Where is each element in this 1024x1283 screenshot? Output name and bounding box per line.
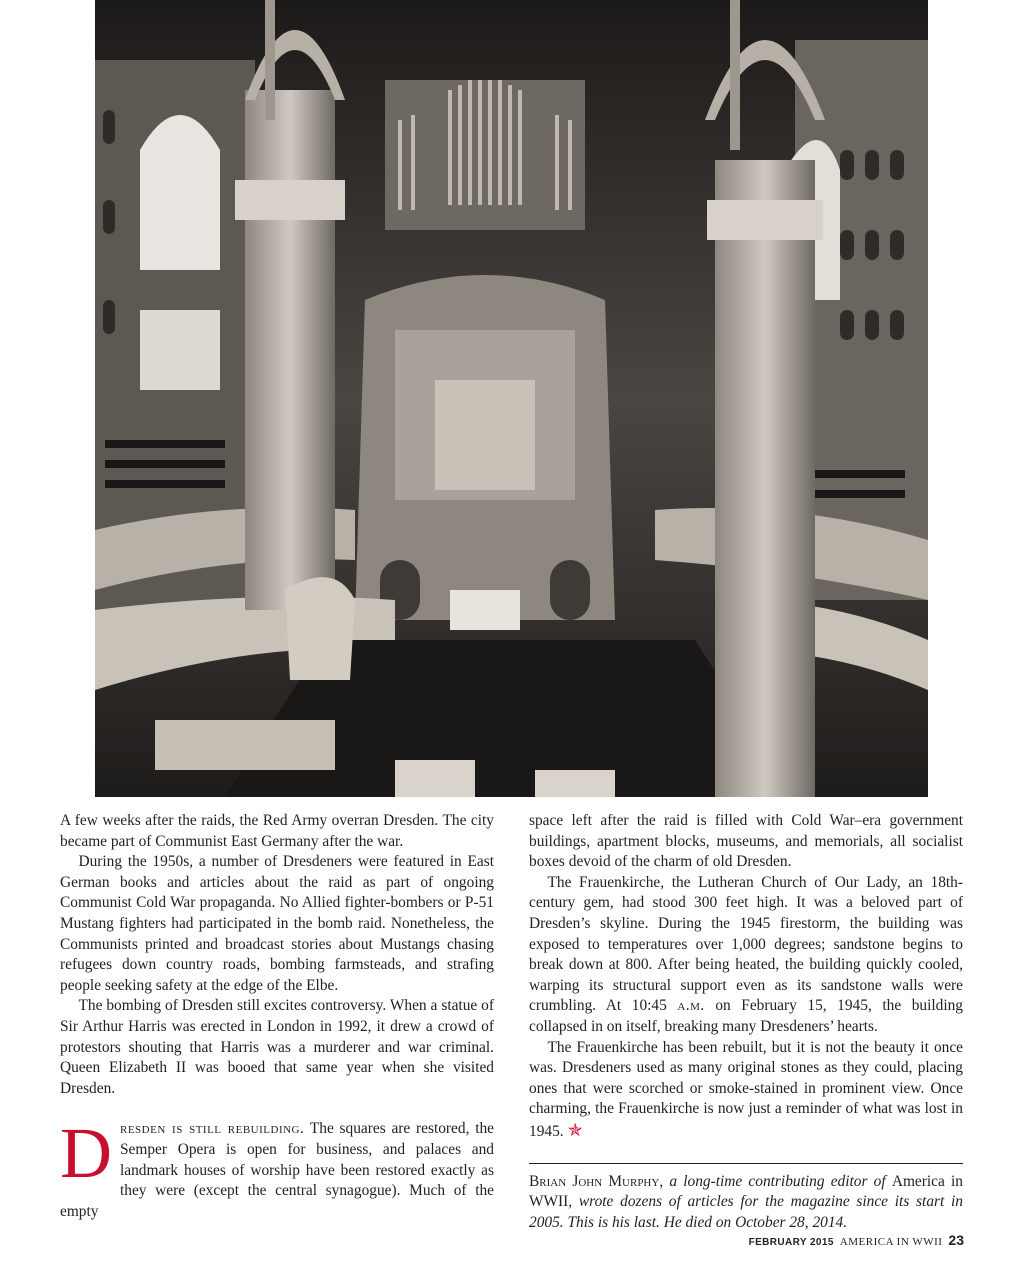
- paragraph-text: The squares are restored, the Semper Opera is open for business, and palaces and landmark houses of worship have been restored exactly as they were (except the central synagogue). Much of the empty: [60, 1120, 494, 1220]
- issue-date: FEBRUARY 2015: [748, 1237, 834, 1248]
- bio-divider: [529, 1163, 963, 1164]
- bio-text: a long-time contributing editor of: [663, 1172, 892, 1190]
- paragraph: A few weeks after the raids, the Red Army overran Dresden. The city became part of Communist East Germany after the war.: [60, 812, 494, 850]
- author-name: Brian John Murphy,: [529, 1172, 664, 1190]
- bio-text: wrote dozens of articles for the magazine since its start in 2005. This is his last. He died on October 28, 2014.: [529, 1193, 963, 1231]
- author-bio: [529, 1172, 963, 1234]
- paragraph: During the 1950s, a number of Dresdeners were featured in East German books and articles about the raid as part of ongoing Communist Cold War propaganda. No Allied fighter-bombers or P-51 Mustang fighters had participated in the bomb raid. Nonetheless, the Communists printed and broadcast stories about Mustangs chasing refugees down country roads, bombing farmsteads, and strafing people seeking safety at the edge of the Elbe.: [60, 853, 494, 994]
- right-text-column: [529, 811, 963, 1233]
- paragraph: [529, 873, 963, 1038]
- end-star-icon: ✯: [567, 1119, 583, 1140]
- section-opening-paragraph: [60, 1113, 494, 1222]
- page-number: 23: [948, 1232, 964, 1248]
- magazine-title: AMERICA IN WWII: [839, 1236, 943, 1248]
- paragraph-text: on February 15, 1945, the building collapsed in on itself, breaking many Dresdeners’ hearts.: [529, 997, 963, 1035]
- church-interior-photo: [95, 0, 928, 797]
- time-suffix: a.m.: [677, 997, 705, 1015]
- church-interior-illustration: [95, 0, 928, 797]
- paragraph-text: The Frauenkirche has been rebuilt, but it is not the beauty it once was. Dresdeners used as many original stones as they could, placing ones that were scorched or smoke-stained in prominent view. Once charming, the Frauenkirche is now just a reminder of what was lost in 1945.: [529, 1038, 963, 1140]
- page-footer: [749, 1232, 964, 1248]
- paragraph: space left after the raid is filled with Cold War–era government buildings, apartment blocks, museums, and memorials, all socialist boxes devoid of the charm of old Dresden.: [529, 812, 963, 871]
- paragraph-text: The Frauenkirche, the Lutheran Church of Our Lady, an 18th-century gem, had stood 300 feet high. It was a beloved part of Dresden’s skyline. During the 1945 firestorm, the building was exposed to temperatures over 1,000 degrees; sandstone begins to break down at 800. After being heated, the building quickly cooled, warping its structural support even as its sandstone walls were crumbling. At 10:45: [529, 873, 963, 1015]
- paragraph: The bombing of Dresden still excites controversy. When a statue of Sir Arthur Harris was erected in London in 1992, it drew a crowd of protestors shouting that Harris was a murderer and war criminal. Queen Elizabeth II was booed that same year when she visited Dresden.: [60, 997, 494, 1097]
- drop-cap: D: [60, 1113, 112, 1194]
- paragraph: [529, 1038, 963, 1143]
- left-text-column: [60, 811, 494, 1222]
- lead-in-smallcaps: resden is still rebuilding.: [120, 1120, 305, 1138]
- magazine-name: America in WWII,: [529, 1172, 963, 1211]
